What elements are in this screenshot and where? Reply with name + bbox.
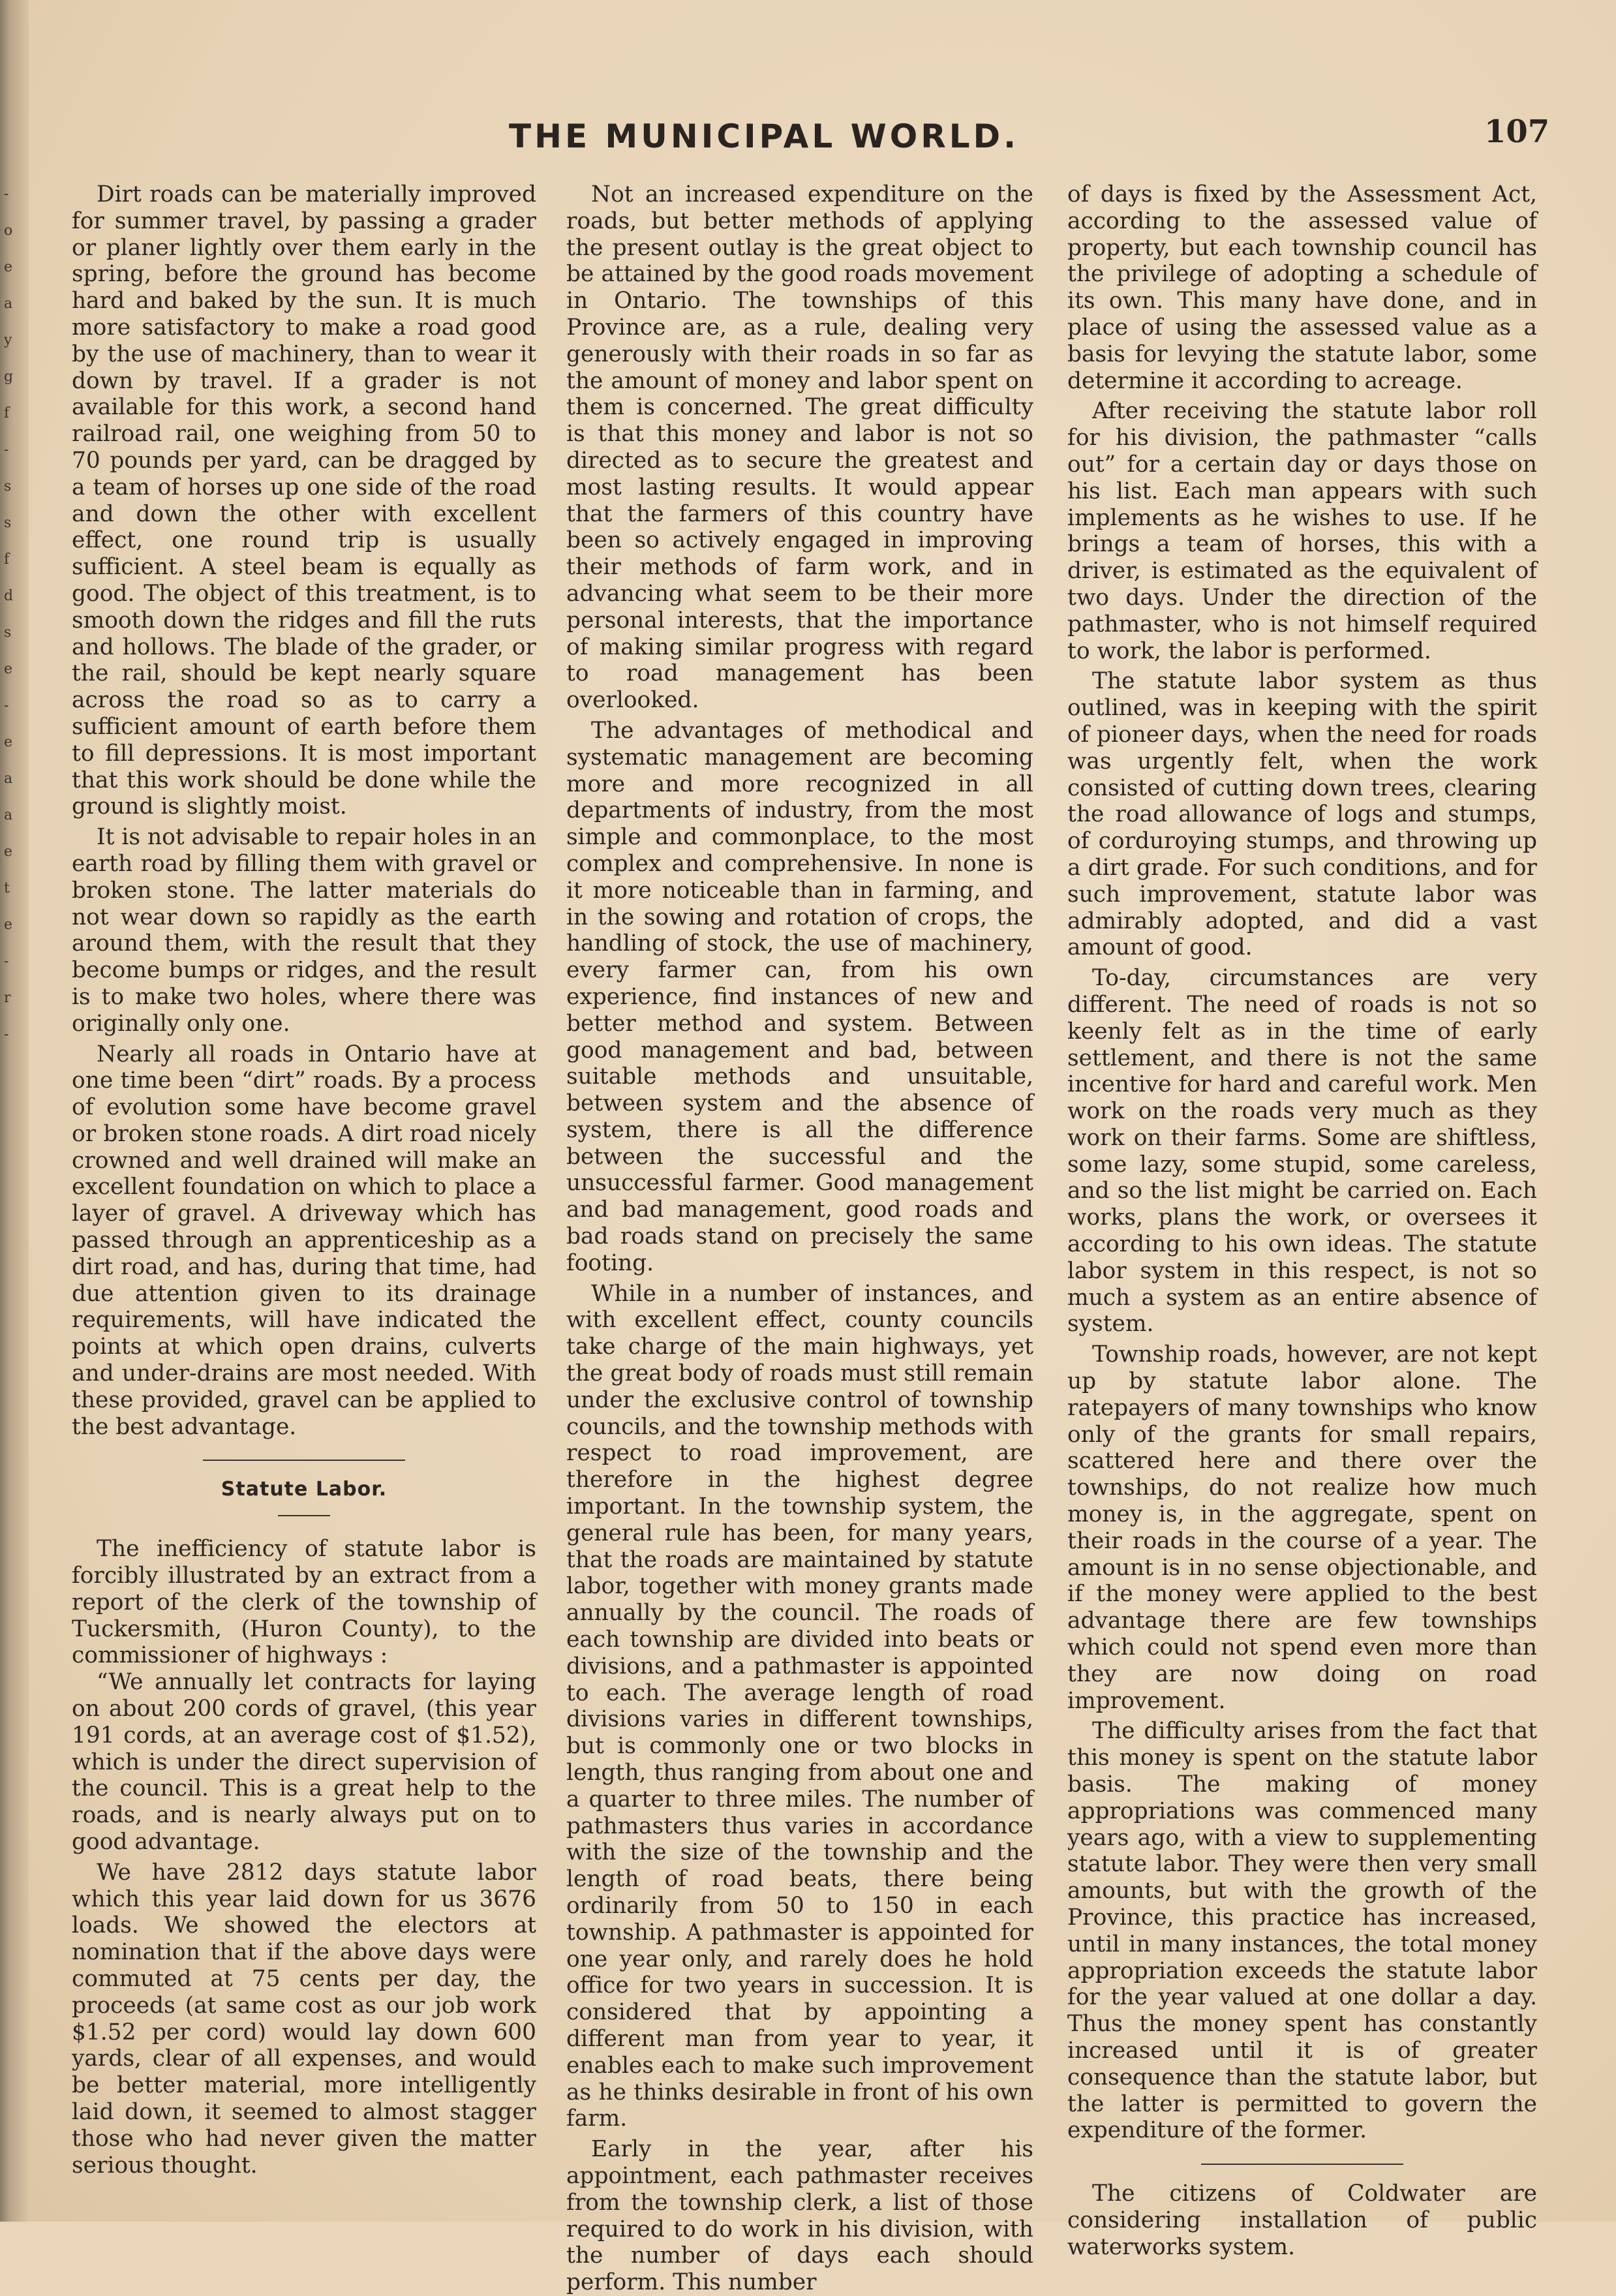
paragraph: To-day, circumstances are very different. The need of roads is not so keenly felt as in the time of early settlement, and there is not the same incentive for hard and careful work. Men work on the roads very much as they work on their farms. Some are shiftless, some lazy, some stupid, some careless, and so the list might be carried on. Each works, plans the work, or oversees it according to his own ideas. The statute labor system in this respect, is not so much a system as an entire absence of system. bbox=[1067, 965, 1537, 1338]
column-3 bbox=[1067, 181, 1537, 2261]
gutter-fragment: a bbox=[4, 296, 13, 312]
gutter-fragment: - bbox=[4, 186, 9, 202]
paragraph: While in a number of instances, and with excellent effect, county councils take charge of the main highways, yet the great body of roads must still remain under the exclusive control of township councils, and the township methods with respect to road improvement, are therefore in the highest degree important. In the township system, the general rule has been, for many years, that the roads are maintained by statute labor, together with money grants made annually by the council. The roads of each township are divided into beats or divisions, and a pathmaster is appointed to each. The average length of road divisions varies in different townships, but is commonly one or two blocks in length, thus ranging from about one and a quarter to three miles. The number of pathmasters thus varies in accordance with the size of the township and the length of road beats, there being ordinarily from 50 to 150 in each township. A pathmaster is appointed for one year only, and rarely does he hold office for two years in succession. It is considered that by appointing a different man from year to year, it enables each to make such improvement as he thinks desirable in front of his own farm. bbox=[566, 1280, 1033, 2132]
gutter-fragment: s bbox=[4, 478, 12, 495]
paragraph: The statute labor system as thus outlined, was in keeping with the spirit of pioneer days, when the need for roads was urgently felt, when the work consisted of cutting down trees, clearing the road allowance of logs and stumps, of corduroying stumps, and throwing up a dirt grade. For such conditions, and for such improvement, statute labor was admirably adopted, and did a vast amount of good. bbox=[1067, 668, 1537, 961]
binding-gutter bbox=[0, 0, 29, 2222]
gutter-fragment: e bbox=[4, 844, 13, 860]
gutter-fragment: f bbox=[4, 551, 10, 568]
gutter-fragment: s bbox=[4, 624, 12, 641]
paragraph: Dirt roads can be materially improved for summer travel, by passing a grader or planer lightly over them early in the spring, before the ground has become hard and baked by the sun. It is much more satisfactory to make a road good by the use of machinery, than to wear it down by travel. If a grader is not available for this work, a second hand railroad rail, one weighing from 50 to 70 pounds per yard, can be dragged by a team of horses up one side of the road and down the other with excellent effect, one round trip is usually sufficient. A steel beam is equally as good. The object of this treatment, is to smooth down the ridges and fill the ruts and hollows. The blade of the grader, or the rail, should be kept nearly square across the road so as to carry a sufficient amount of earth before them to fill depressions. It is most important that this work should be done while the ground is slightly moist. bbox=[72, 181, 536, 820]
column-2 bbox=[566, 181, 1033, 2296]
gutter-fragment: g bbox=[4, 369, 14, 385]
gutter-fragment: a bbox=[4, 807, 13, 823]
gutter-fragment: e bbox=[4, 661, 13, 677]
paragraph: of days is fixed by the Assessment Act, according to the assessed value of property, but each township council has the privilege of adopting a schedule of its own. This many have done, and in place of using the assessed value as a basis for levying the statute labor, some determine it according to acreage. bbox=[1067, 181, 1537, 394]
heading-underline bbox=[278, 1515, 330, 1516]
publication-title: THE MUNICIPAL WORLD. bbox=[509, 117, 1020, 155]
page-header bbox=[0, 104, 1616, 170]
gutter-fragment: t bbox=[4, 880, 10, 896]
gutter-fragment: s bbox=[4, 515, 12, 531]
gutter-fragment: d bbox=[4, 588, 14, 604]
gutter-fragment: - bbox=[4, 1026, 9, 1043]
gutter-text-fragments bbox=[4, 176, 23, 1053]
gutter-fragment: e bbox=[4, 917, 13, 933]
paragraph: Township roads, however, are not kept up by statute labor alone. The ratepayers of many townships who know only of the grants for small repairs, scattered here and there over the townships, do not realize how much money is, in the aggregate, spent on their roads in the course of a year. The amount is in no sense objectionable, and if the money were applied to the best advantage there are few townships which could not spend even more than they are now doing on road improvement. bbox=[1067, 1341, 1537, 1714]
gutter-fragment: - bbox=[4, 697, 9, 714]
page-number: 107 bbox=[1484, 114, 1550, 150]
paragraph: Early in the year, after his appointment, each pathmaster receives from the township clerk, a list of those required to do work in his division, with the number of days each should perform. This number bbox=[566, 2136, 1033, 2296]
paragraph: It is not advisable to repair holes in an earth road by filling them with gravel or broken stone. The latter materials do not wear down so rapidly as the earth around them, with the result that they become bumps or ridges, and the result is to make two holes, where there was originally only one. bbox=[72, 824, 536, 1037]
news-item: The citizens of Coldwater are considering installation of public waterworks system. bbox=[1067, 2181, 1537, 2260]
gutter-fragment: e bbox=[4, 734, 13, 750]
section-heading: Statute Labor. bbox=[221, 1478, 388, 1501]
gutter-fragment: e bbox=[4, 259, 13, 275]
paragraph: After receiving the statute labor roll for his division, the pathmaster “calls out” for a certain day or days those on his list. Each man appears with such implements as he wishes to use. If he brings a team of horses, this with a driver, is estimated as the equivalent of two days. Under the direction of the pathmaster, who is not himself required to work, the labor is performed. bbox=[1067, 398, 1537, 664]
section-divider bbox=[1201, 2164, 1403, 2165]
gutter-fragment: - bbox=[4, 442, 9, 458]
gutter-fragment: - bbox=[4, 953, 9, 970]
gutter-fragment: f bbox=[4, 405, 10, 421]
paragraph: The inefficiency of statute labor is forcibly illustrated by an extract from a report of the clerk of the township of Tuckersmith, (Huron County), to the commissioner of highways : bbox=[72, 1536, 536, 1669]
paragraph: The difficulty arises from the fact that this money is spent on the statute labor basis. The making of money appropriations was commenced many years ago, with a view to supplementing statute labor. They were then very small amounts, but with the growth of the Province, this practice has increased, until in many instances, the total money appropriation exceeds the statute labor for the year valued at one dollar a day. Thus the money spent has constantly increased until it is of greater consequence than the statute labor, but the latter is permitted to govern the expenditure of the former. bbox=[1067, 1718, 1537, 2144]
paragraph: The advantages of methodical and systematic management are becoming more and more recognized in all departments of industry, from the most simple and commonplace, to the most complex and comprehensive. In none is it more noticeable than in farming, and in the sowing and rotation of crops, the handling of stock, the use of machinery, every farmer can, from his own experience, find instances of new and better method and system. Between good management and bad, between suitable methods and unsuitable, between system and the absence of system, there is all the difference between the successful and the unsuccessful farmer. Good management and bad management, good roads and bad roads stand on precisely the same footing. bbox=[566, 717, 1033, 1276]
section-divider bbox=[203, 1460, 405, 1461]
paragraph: Not an increased expenditure on the roads, but better methods of applying the present outlay is the great object to be attained by the good roads movement in Ontario. The townships of this Province are, as a rule, dealing very generously with their roads in so far as the amount of money and labor spent on them is concerned. The great difficulty is that this money and labor is not so directed as to secure the greatest and most lasting results. It would appear that the farmers of this country have been so actively engaged in improving their methods of farm work, and in advancing what seem to be their more personal interests, that the importance of making similar progress with regard to road management has been overlooked. bbox=[566, 181, 1033, 714]
quote-paragraph: We have 2812 days statute labor which this year laid down for us 3676 loads. We showed the electors at nomination that if the above days were commuted at 75 cents per day, the proceeds (at same cost as our job work $1.52 per cord) would lay down 600 yards, clear of all expenses, and would be better material, more intelligently laid down, it seemed to almost stagger those who had never given the matter serious thought. bbox=[72, 1859, 536, 2179]
gutter-fragment: r bbox=[4, 990, 11, 1006]
gutter-fragment: o bbox=[4, 222, 13, 239]
gutter-fragment: a bbox=[4, 771, 13, 787]
quote-paragraph: “We annually let contracts for laying on about 200 cords of gravel, (this year 191 cords, at an average cost of $1.52), which is under the direct supervision of the council. This is a great help to the roads, and is nearly always put on to good advantage. bbox=[72, 1669, 536, 1856]
quoted-extract bbox=[72, 1669, 536, 2179]
paragraph: Nearly all roads in Ontario have at one time been “dirt” roads. By a process of evolution some have become gravel or broken stone roads. A dirt road nicely crowned and well drained will make an excellent foundation on which to place a layer of gravel. A driveway which has passed through an apprenticeship as a dirt road, and has, during that time, had due attention given to its drainage requirements, will have indicated the points at which open drains, culverts and under-drains are most needed. With these provided, gravel can be applied to the best advantage. bbox=[72, 1041, 536, 1440]
column-1 bbox=[72, 181, 536, 2179]
gutter-fragment: y bbox=[4, 332, 12, 348]
